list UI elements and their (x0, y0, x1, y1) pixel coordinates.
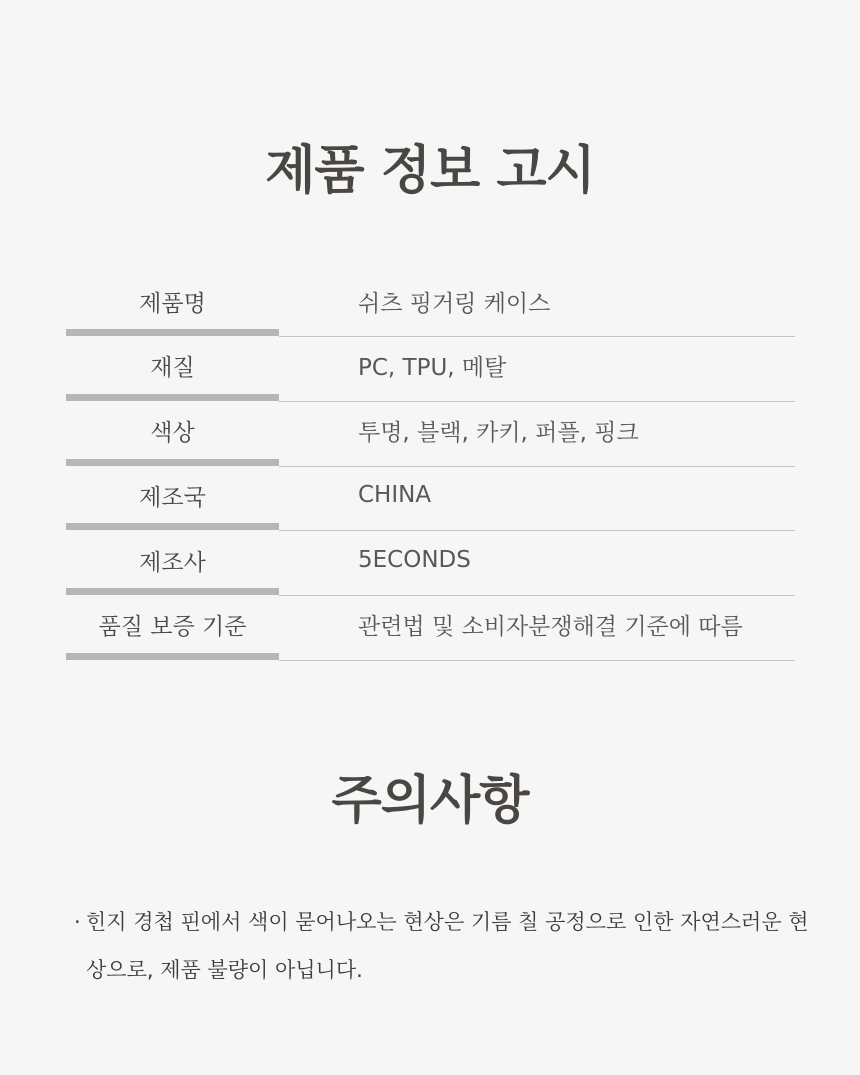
label-underline-bar (66, 653, 279, 660)
spec-label: 재질 (150, 355, 195, 382)
label-underline-bar (66, 329, 279, 336)
bullet-mark: · (74, 910, 81, 934)
spec-row-product-name (66, 273, 795, 338)
spec-row-color (66, 403, 795, 468)
spec-value: 관련법 및 소비자분쟁해결 기준에 따름 (358, 614, 743, 641)
label-underline-bar (66, 588, 279, 595)
product-info-table (66, 273, 795, 662)
spec-label: 제조국 (139, 484, 206, 511)
label-underline-bar (66, 523, 279, 530)
spec-label: 제조사 (139, 549, 206, 576)
spec-value: 5ECONDS (358, 547, 471, 574)
row-divider (279, 660, 795, 661)
caution-note (74, 898, 814, 994)
spec-label: 품질 보증 기준 (98, 614, 247, 641)
product-info-title: 제품 정보 고시 (265, 141, 595, 201)
spec-value: 투명, 블랙, 카키, 퍼플, 핑크 (358, 420, 639, 447)
spec-row-material (66, 338, 795, 403)
spec-value: 쉬츠 핑거링 케이스 (358, 290, 551, 317)
caution-title: 주의사항 (331, 771, 529, 831)
caution-text: 힌지 경첩 핀에서 색이 묻어나오는 현상은 기름 칠 공정으로 인한 자연스러운 현상으로, 제품 불량이 아닙니다. (86, 910, 809, 982)
spec-label: 색상 (150, 420, 195, 447)
spec-row-manufacturer (66, 532, 795, 597)
label-underline-bar (66, 459, 279, 466)
spec-row-country (66, 467, 795, 532)
spec-value: CHINA (358, 482, 432, 509)
spec-value: PC, TPU, 메탈 (358, 355, 507, 382)
spec-label: 제품명 (139, 290, 206, 317)
spec-row-quality-standard (66, 597, 795, 662)
label-underline-bar (66, 394, 279, 401)
